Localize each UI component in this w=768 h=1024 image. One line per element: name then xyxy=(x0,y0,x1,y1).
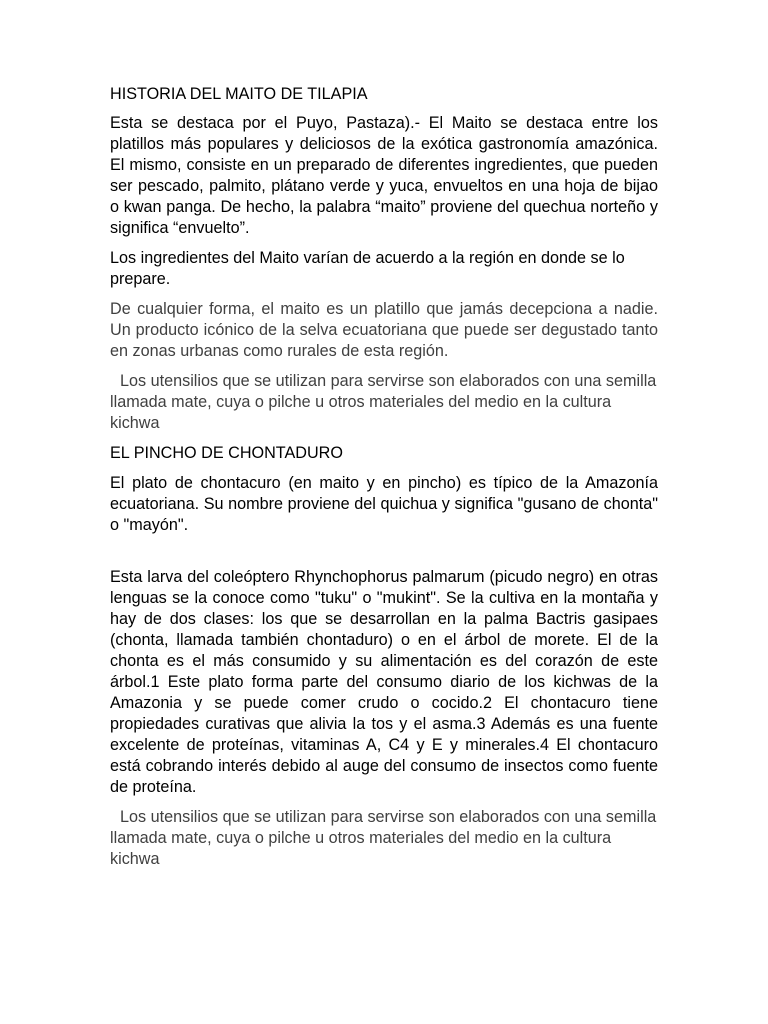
paragraph-chontacuro-intro: El plato de chontacuro (en maito y en pincho) es típico de la Amazonía ecuatoriana. Su nombre proviene del quichua y significa "gusano de chonta" o "mayón". xyxy=(110,474,658,534)
paragraph-chontacuro-details: Esta larva del coleóptero Rhynchophorus palmarum (picudo negro) en otras lenguas se la conoce como "tuku" o "mukint". Se la cultiva en la montaña y hay de dos clases: los que se desarrollan en la palma Bactris gasipaes (chonta, llamada también chontaduro) o en el árbol de morete. El de la chonta es el más consumido y su alimentación es del corazón de este árbol.1 Este plato forma parte del consumo diario de los kichwas de la Amazonia y se puede comer crudo o cocido.2 El chontacuro tiene propiedades curativas que alivia la tos y el asma.3 Además es una fuente excelente de proteínas, vitaminas A, C4 y E y minerales.4 El chontacuro está cobrando interés debido al auge del consumo de insectos como fuente de proteína. xyxy=(110,568,658,796)
document-page xyxy=(110,84,658,870)
paragraph-maito-intro: Esta se destaca por el Puyo, Pastaza).- El Maito se destaca entre los platillos más populares y deliciosos de la exótica gastronomía amazónica. El mismo, consiste en un preparado de diferentes ingredientes, que pueden ser pescado, palmito, plátano verde y yuca, envueltos en una hoja de bijao o kwan panga. De hecho, la palabra “maito” proviene del quechua norteño y significa “envuelto”. xyxy=(110,114,658,237)
section-title-maito: HISTORIA DEL MAITO DE TILAPIA xyxy=(110,85,368,103)
paragraph-maito-ingredients: Los ingredientes del Maito varían de acuerdo a la región en donde se lo prepare. xyxy=(110,249,625,288)
paragraph-utensils-2: Los utensilios que se utilizan para servirse son elaborados con una semilla llamada mate, cuya o pilche u otros materiales del medio en la cultura kichwa xyxy=(110,808,657,868)
spacer xyxy=(110,536,658,567)
paragraph-utensils-1: Los utensilios que se utilizan para servirse son elaborados con una semilla llamada mate, cuya o pilche u otros materiales del medio en la cultura kichwa xyxy=(110,372,657,432)
paragraph-maito-description: De cualquier forma, el maito es un platillo que jamás decepciona a nadie. Un producto icónico de la selva ecuatoriana que puede ser degustado tanto en zonas urbanas como rurales de esta región. xyxy=(110,300,658,360)
section-title-pincho: EL PINCHO DE CHONTADURO xyxy=(110,444,343,462)
